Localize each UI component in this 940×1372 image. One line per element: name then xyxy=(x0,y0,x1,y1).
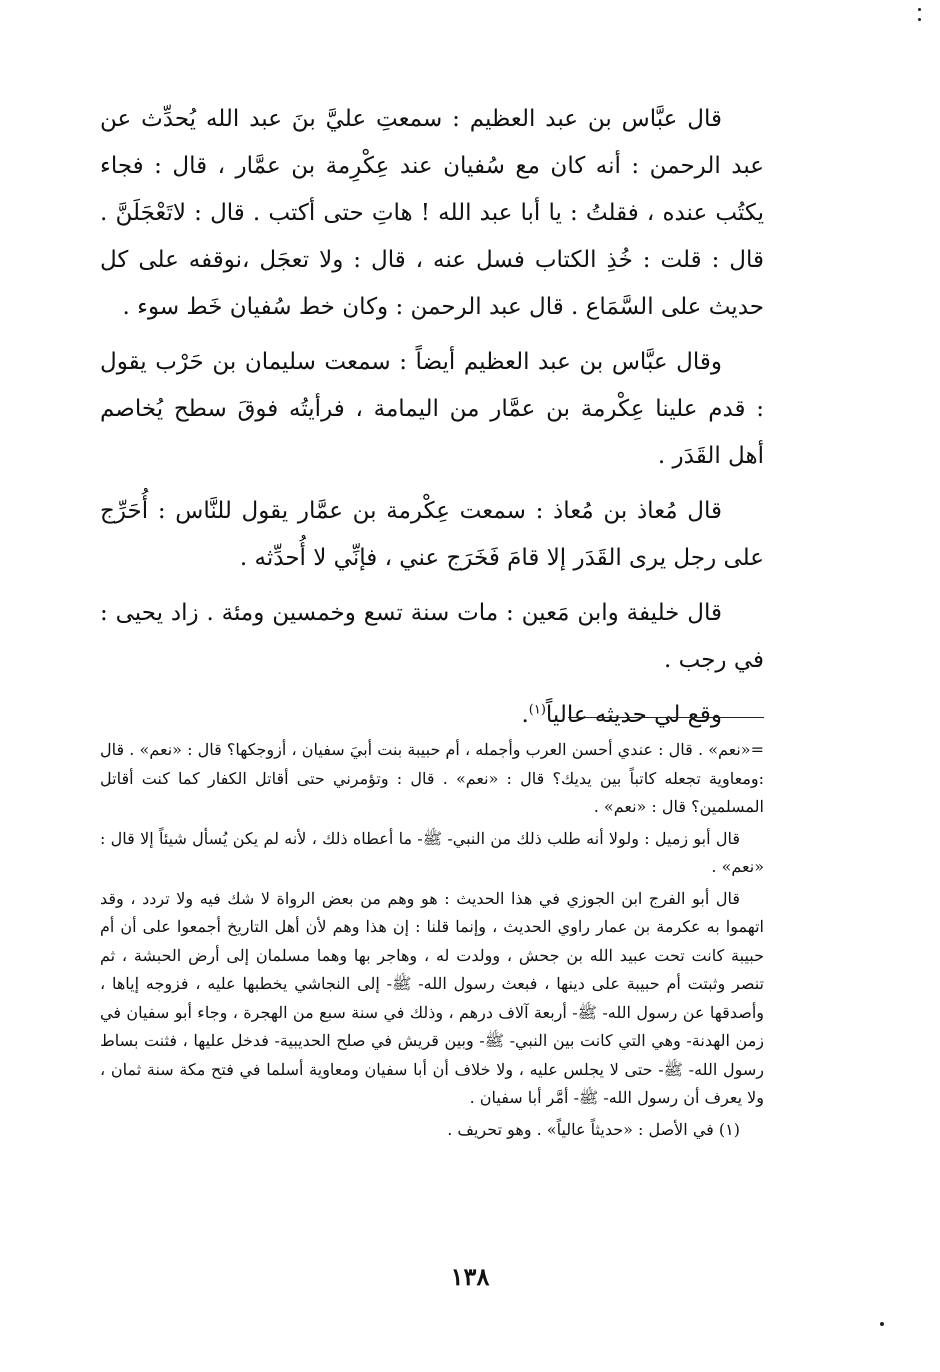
scan-speck xyxy=(918,8,921,11)
footnote-separator xyxy=(568,717,764,718)
footnote-1: (١) في الأصل : «حديثاً عالياً» . وهو تحريف . xyxy=(447,1119,740,1139)
footnote-continuation: =«نعم» . قال : عندي أحسن العرب وأجمله ، أم حبيبة بنت أبيَ سفيان ، أزوجكها؟ قال : «نعم» . قال :ومعاوية تجعله كاتباً بين يديك؟ قال : «نعم» . قال : وتؤمرني حتى أقاتل الكفار كما كنت أقاتل المسلمين؟ قال : «نعم» . xyxy=(100,740,764,816)
page-number: ١٣٨ xyxy=(450,1262,490,1291)
footnotes xyxy=(100,736,764,1147)
paragraph-1: قال عبَّاس بن عبد العظيم : سمعتِ عليَّ بنَ عبد الله يُحدِّث عن عبد الرحمن : أنه كان مع سُفيان عند عِكْرِمة بن عمَّار ، قال : فجاء يكتُب عنده ، فقلتُ : يا أبا عبد الله ! هاتِ حتى أكتب . قال : لاتَعْجَلَنَّ . قال : قلت : خُذِ الكتاب فسل عنه ، قال : ولا تعجَل ،نوقفه على كل حديث على السَّمَاع . قال عبد الرحمن : وكان خط سُفيان خَط سوء . xyxy=(100,106,764,320)
scan-speck xyxy=(880,1322,884,1326)
footnote-paragraph: قال أبو الفرج ابن الجوزي في هذا الحديث : هو وهم من بعض الرواة لا شك فيه ولا تردد ، وقد اتهموا به عكرمة بن عمار راوي الحديث ، وإنما قلنا : إن هذا وهم لأن أهل التاريخ أجمعوا على أن أم حبيبة كانت تحت عبيد الله بن جحش ، وولدت له ، وهاجر بها وهما مسلمان إلى أرض الحبشة ، ثم تنصر وثبتت أم حبيبة على دينها ، فبعث رسول الله- ﷺ- إلى النجاشي يخطبها عليه ، فزوجه إياها ، وأصدقها عن رسول الله- ﷺ- أربعة آلاف درهم ، وذلك في سنة سبع من الهجرة ، وجاء أبو سفيان في زمن الهدنة- وهي التي كانت بين النبي- ﷺ- وبين قريش في صلح الحديبية- فدخل عليها ، فثنت بساط رسول الله- ﷺ- حتى لا يجلس عليه ، ولا خلاف أن أبا سفيان ومعاوية أسلما في فتح مكة سنة ثمان ، ولا يعرف أن رسول الله- ﷺ- أمَّر أبا سفيان . xyxy=(100,888,765,1107)
paragraph-2: وقال عبَّاس بن عبد العظيم أيضاً : سمعت سليمان بن حَرْب يقول : قدم علينا عِكْرمة بن عمَّار من اليمامة ، فرأيتُه فوقَ سطح يُخاصم أهل القَدَر . xyxy=(100,349,764,469)
footnote-marker: (١) xyxy=(528,702,546,718)
paragraph-4: قال خليفة وابن مَعين : مات سنة تسع وخمسين ومئة . زاد يحيى : في رجب . xyxy=(100,600,764,673)
paragraph-3: قال مُعاذ بن مُعاذ : سمعت عِكْرمة بن عمَّار يقول للنَّاس : أُحَرِّج على رجل يرى القَدَر إلا قامَ فَخَرَج عني ، فإنِّي لا أُحدِّثه . xyxy=(100,498,764,571)
scan-speck xyxy=(918,18,921,21)
footnote-paragraph: قال أبو زميل : ولولا أنه طلب ذلك من النبي- ﷺ- ما أعطاه ذلك ، لأنه لم يكن يُسأل شيئاً إلا قال : «نعم» . xyxy=(100,828,764,876)
closing-line-text: وقع لي حديثه عالياً xyxy=(545,702,722,728)
main-text xyxy=(100,96,764,747)
closing-line-end: . xyxy=(521,702,529,728)
closing-line xyxy=(100,692,764,739)
